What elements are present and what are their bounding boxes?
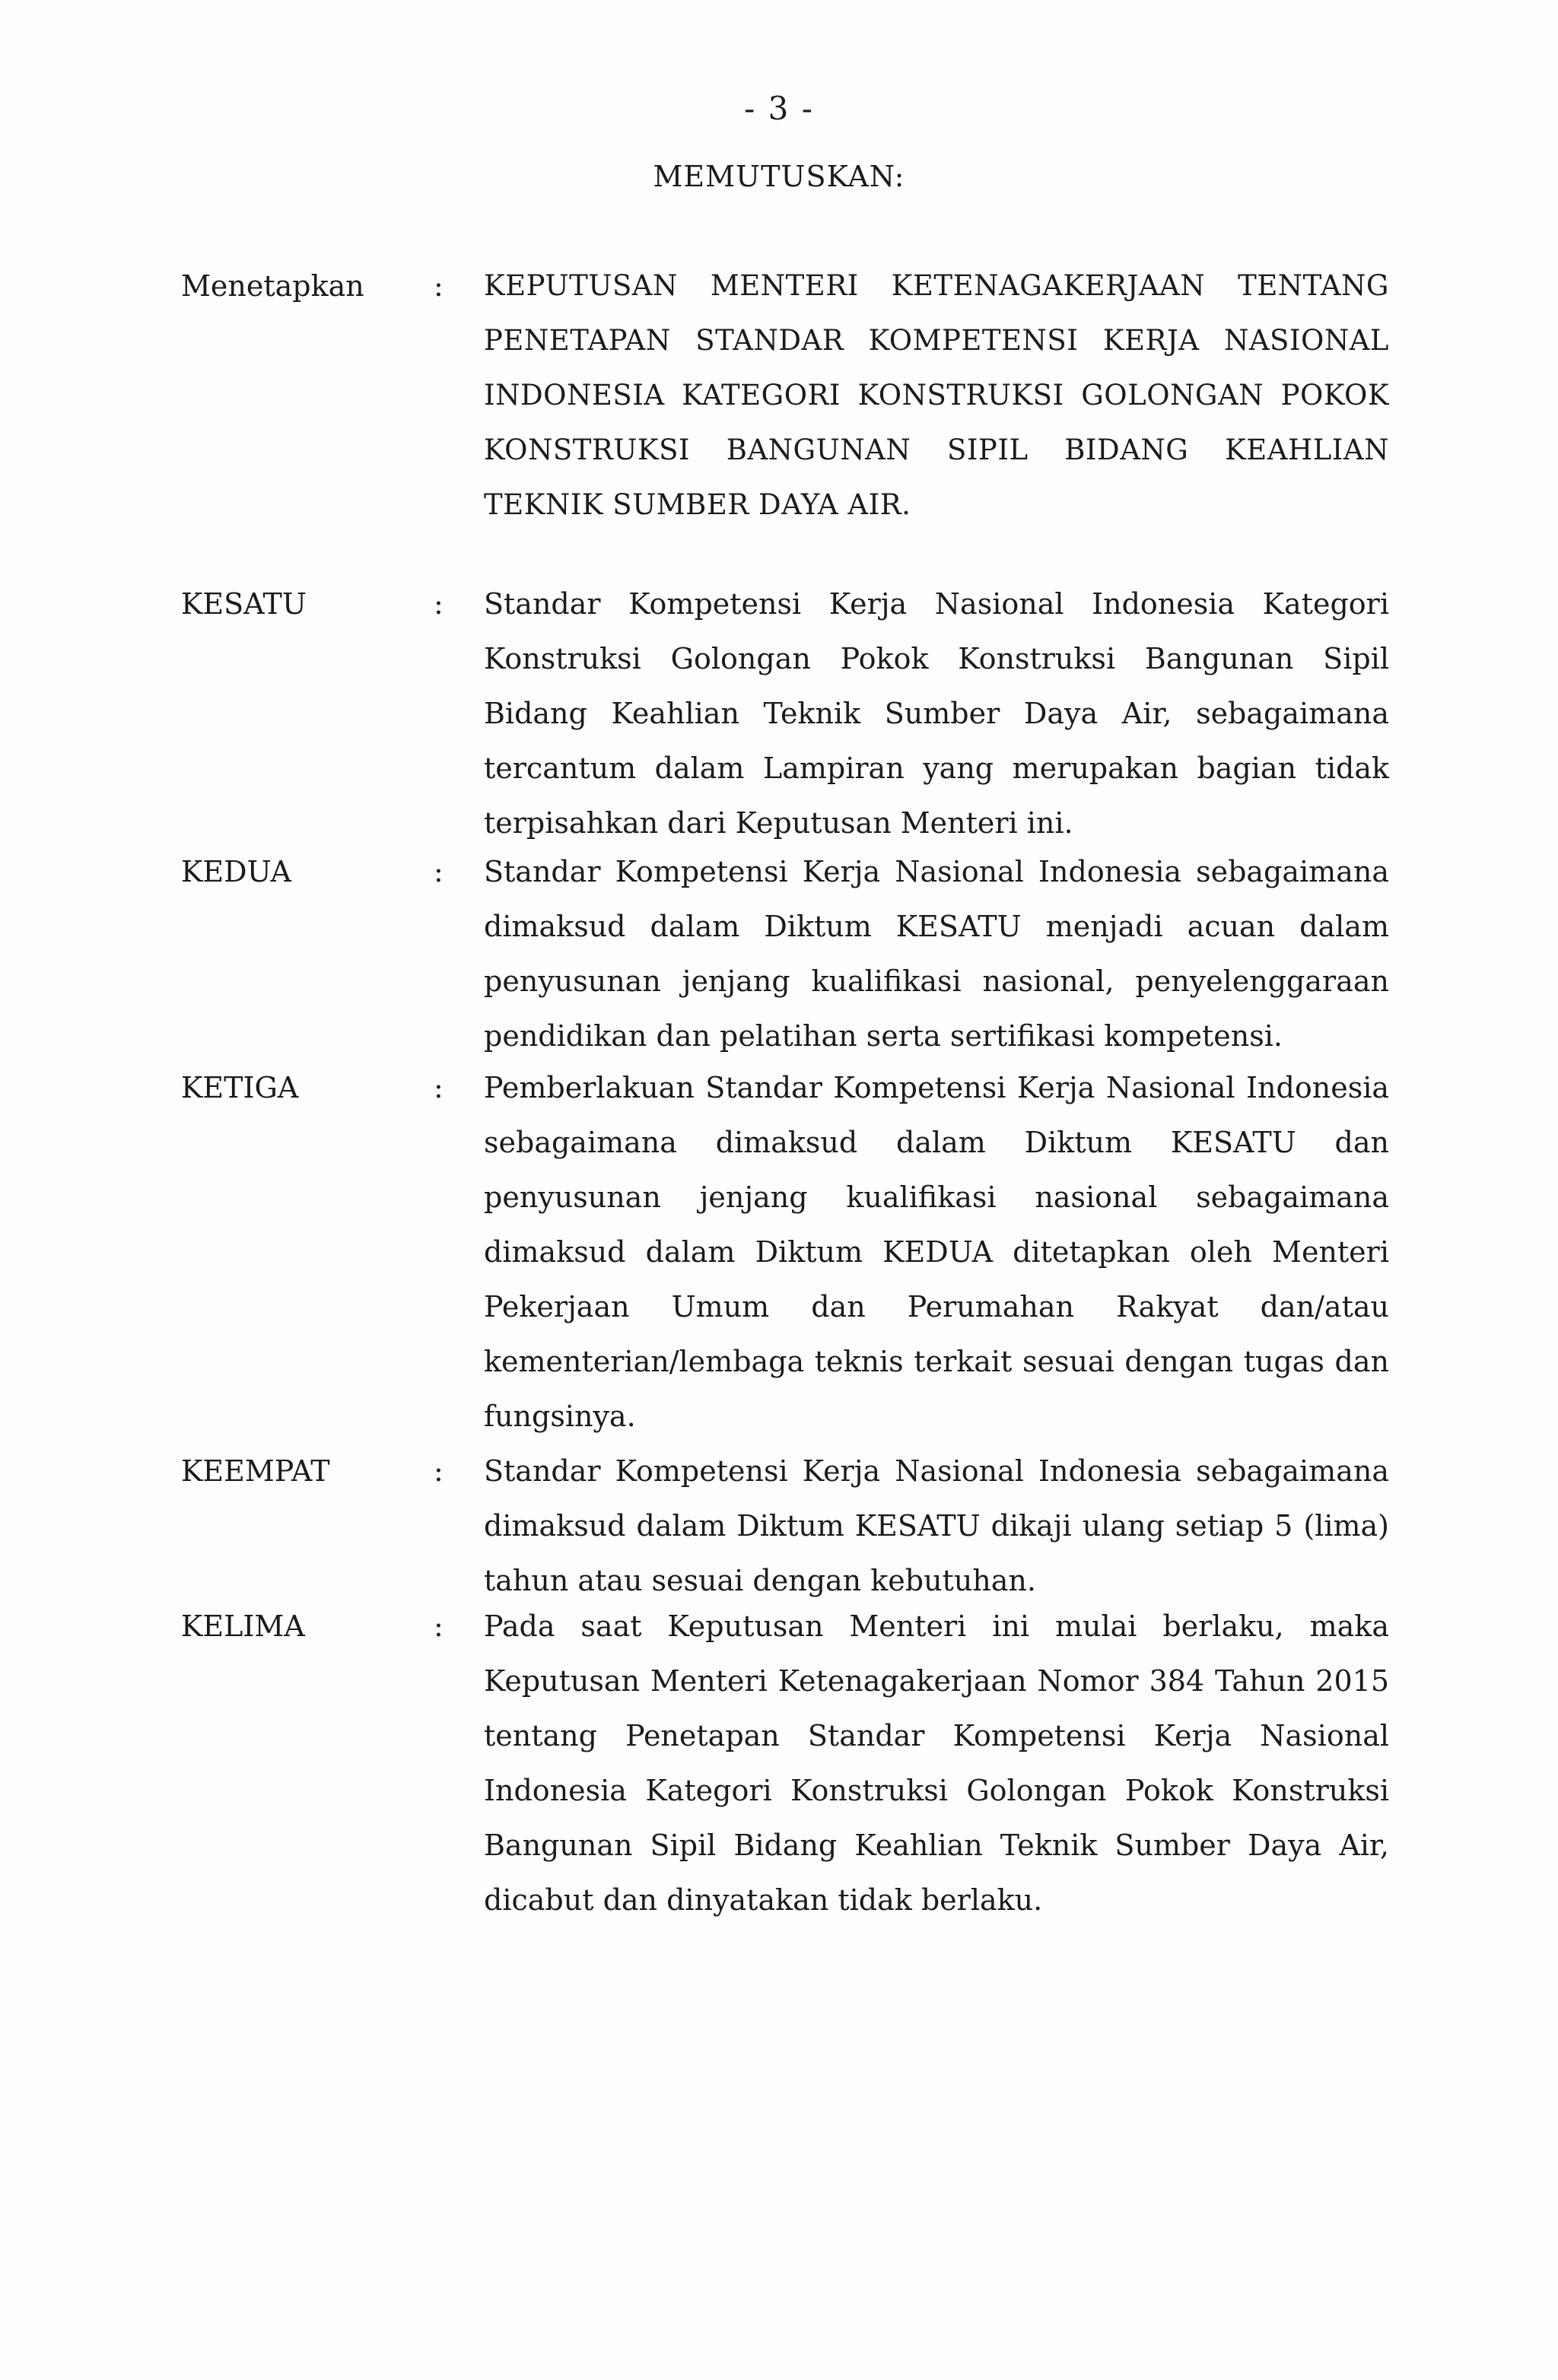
decision-heading: MEMUTUSKAN:: [653, 160, 905, 193]
clause-separator: :: [434, 1071, 444, 1104]
clause-label: KEDUA: [181, 855, 291, 888]
clause-separator: :: [434, 587, 444, 621]
clause-text: KEPUTUSAN MENTERI KETENAGAKERJAAN TENTANG PENETAPAN STANDAR KOMPETENSI KERJA NASIONAL INDONESIA KATEGORI KONSTRUKSI GOLONGAN POKOK KONSTRUKSI BANGUNAN SIPIL BIDANG KEAHLIAN TEKNIK SUMBER DAYA AIR.: [484, 269, 1389, 521]
clause-label: KETIGA: [181, 1071, 299, 1104]
clause-label: KELIMA: [181, 1609, 305, 1643]
clause-label: KESATU: [181, 587, 307, 621]
clause-text: Standar Kompetensi Kerja Nasional Indonesia sebagaimana dimaksud dalam Diktum KESATU dikaji ulang setiap 5 (lima) tahun atau sesuai dengan kebutuhan.: [484, 1454, 1389, 1597]
clause-text: Pemberlakuan Standar Kompetensi Kerja Nasional Indonesia sebagaimana dimaksud dalam Diktum KESATU dan penyusunan jenjang kualifikasi nasional sebagaimana dimaksud dalam Diktum KEDUA ditetapkan oleh Menteri Pekerjaan Umum dan Perumahan Rakyat dan/atau kementerian/lembaga teknis terkait sesuai dengan tugas dan fungsinya.: [484, 1071, 1389, 1433]
clause-separator: :: [434, 1454, 444, 1488]
clause-text: Standar Kompetensi Kerja Nasional Indonesia sebagaimana dimaksud dalam Diktum KESATU menjadi acuan dalam penyusunan jenjang kualifikasi nasional, penyelenggaraan pendidikan dan pelatihan serta sertifikasi kompetensi.: [484, 855, 1389, 1053]
clause-separator: :: [434, 1609, 444, 1643]
clause-text: Standar Kompetensi Kerja Nasional Indonesia Kategori Konstruksi Golongan Pokok Konstruksi Bangunan Sipil Bidang Keahlian Teknik Sumber Daya Air, sebagaimana tercantum dalam Lampiran yang merupakan bagian tidak terpisahkan dari Keputusan Menteri ini.: [484, 587, 1389, 840]
clause-label: Menetapkan: [181, 269, 364, 303]
clause-separator: :: [434, 269, 444, 303]
clause-text: Pada saat Keputusan Menteri ini mulai berlaku, maka Keputusan Menteri Ketenagakerjaan Nomor 384 Tahun 2015 tentang Penetapan Standar Kompetensi Kerja Nasional Indonesia Kategori Konstruksi Golongan Pokok Konstruksi Bangunan Sipil Bidang Keahlian Teknik Sumber Daya Air, dicabut dan dinyatakan tidak berlaku.: [484, 1609, 1389, 1917]
clause-separator: :: [434, 855, 444, 888]
page-number: - 3 -: [744, 90, 814, 127]
clause-label: KEEMPAT: [181, 1454, 330, 1488]
